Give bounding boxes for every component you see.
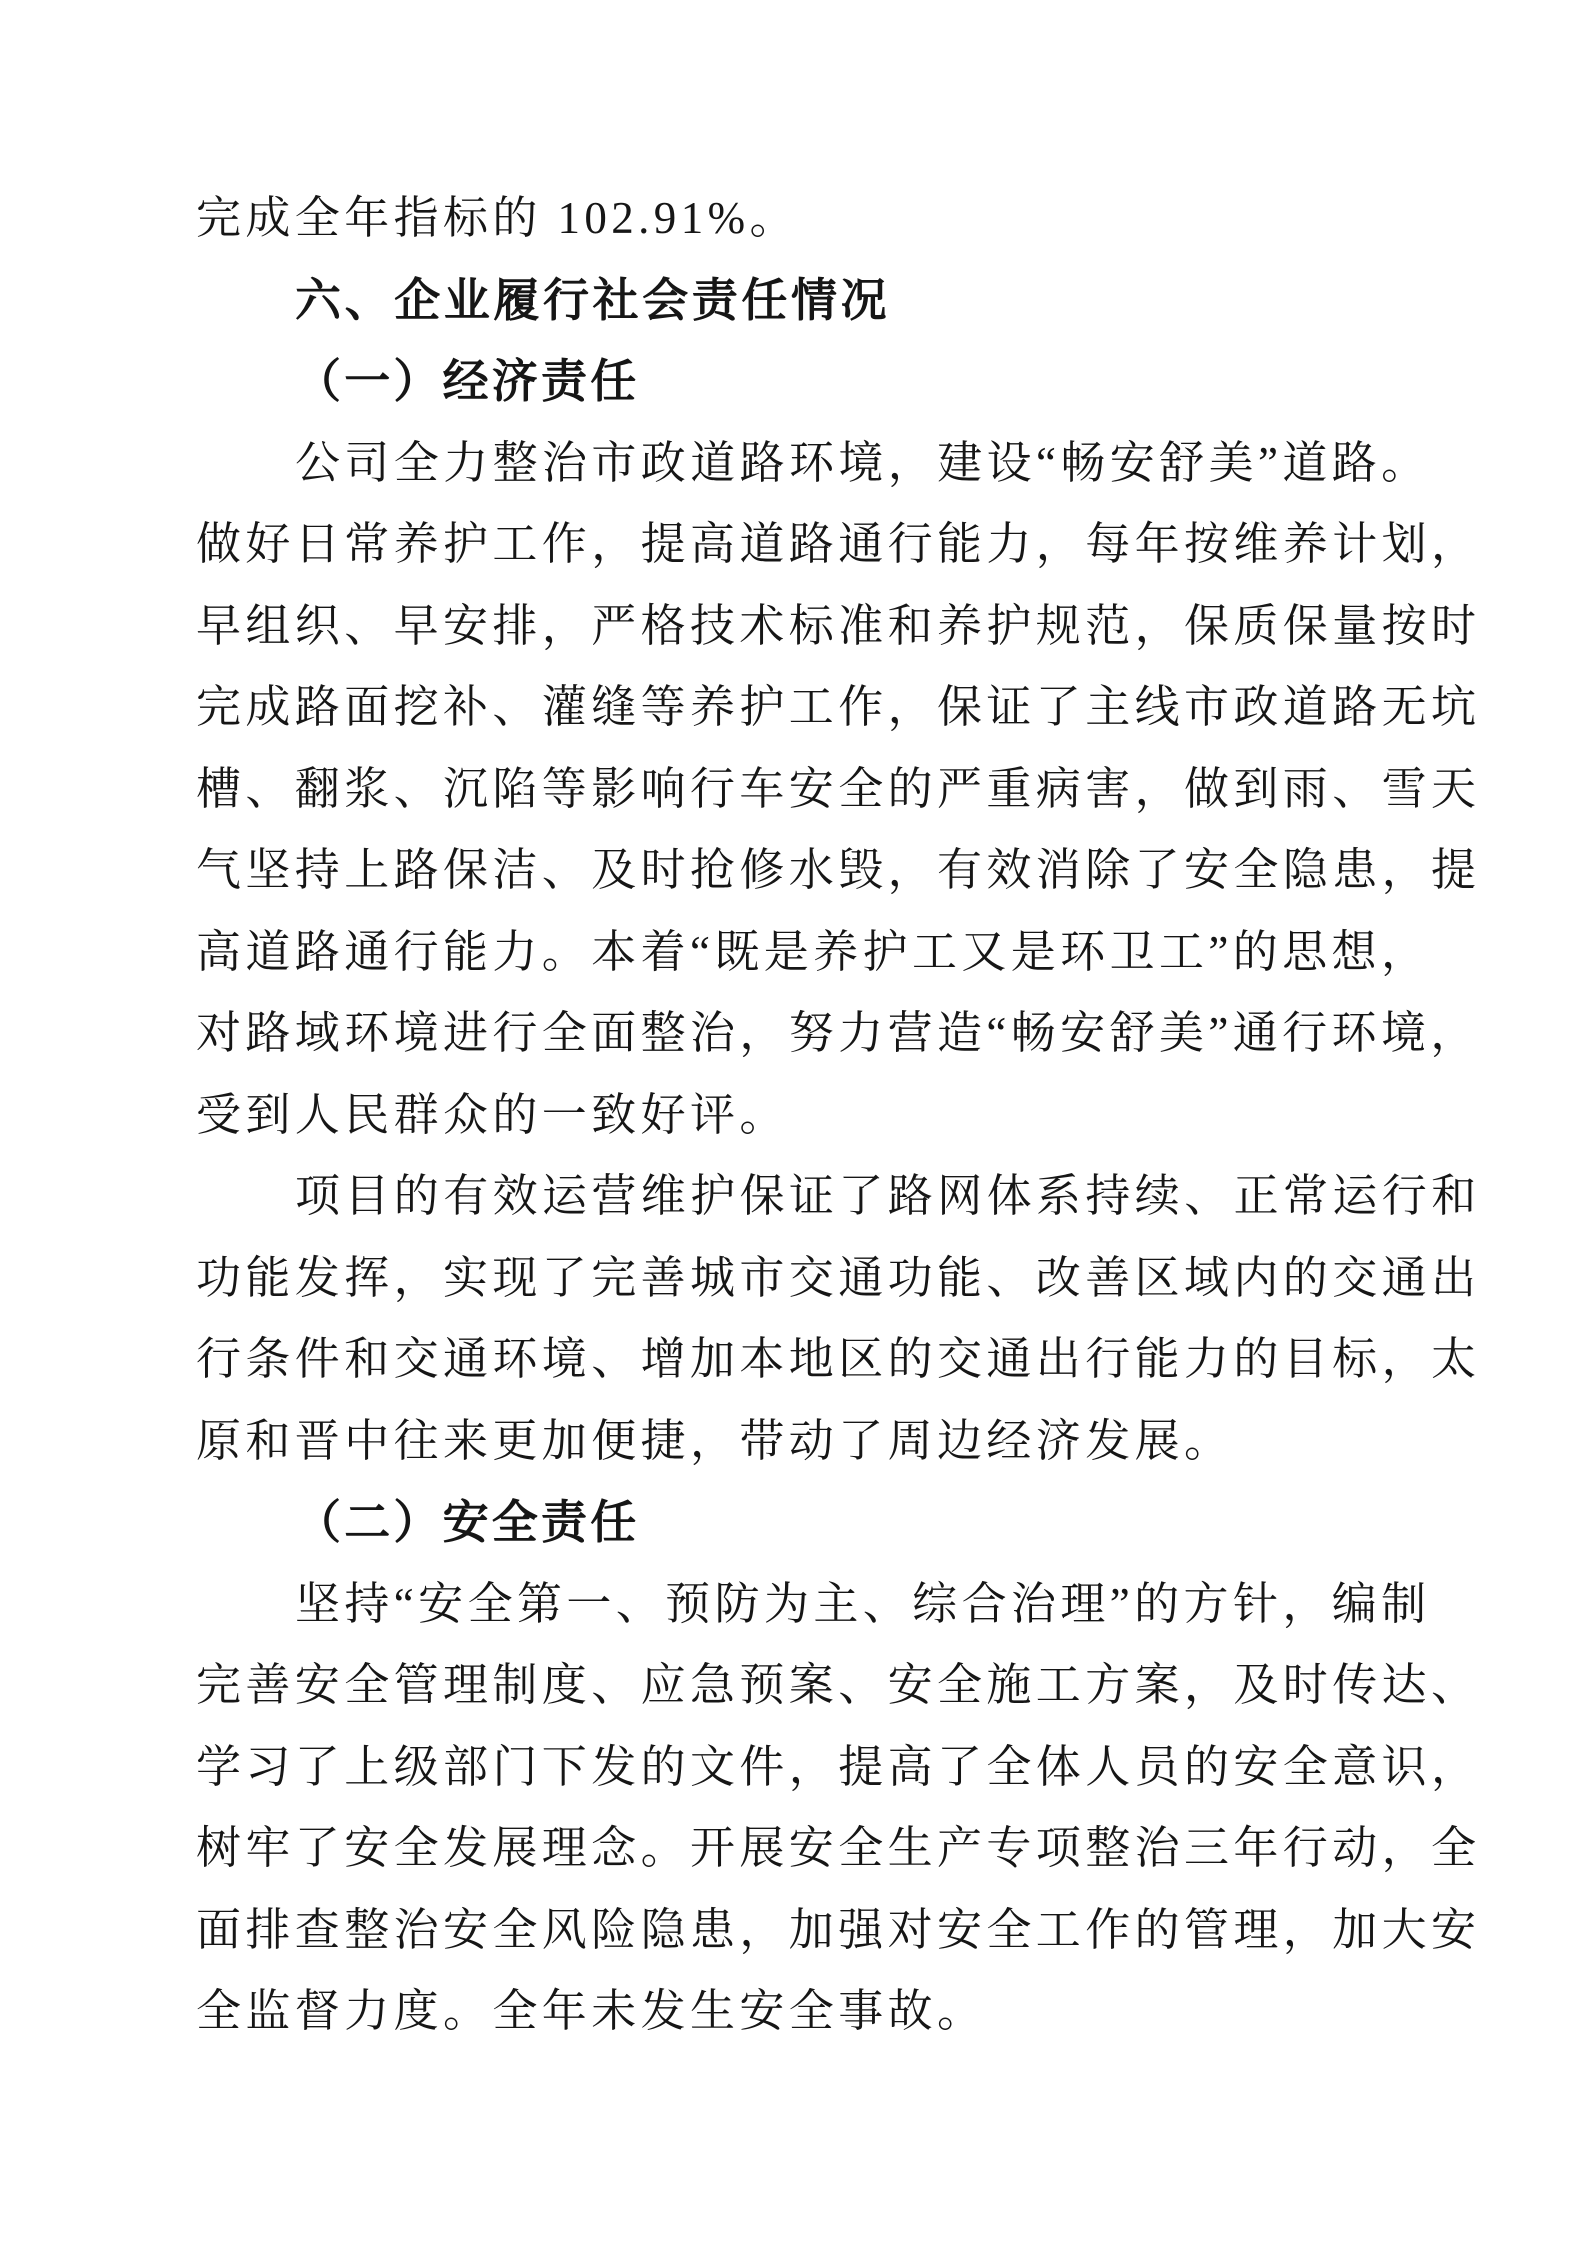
paragraph-line: 项目的有效运营维护保证了路网体系持续、正常运行和 xyxy=(295,1171,1481,1221)
paragraph-line: 早组织、早安排，严格技术标准和养护规范，保质保量按时 xyxy=(196,600,1481,651)
paragraph-economic-2 xyxy=(196,1156,1488,1482)
document-content xyxy=(196,178,1488,2053)
paragraph-line: 高道路通行能力。本着“既是养护工又是环卫工”的思想， xyxy=(196,926,1431,977)
paragraph-line: 气坚持上路保洁、及时抢修水毁，有效消除了安全隐患，提 xyxy=(196,845,1481,895)
paragraph-line: 全监督力度。全年未发生安全事故。 xyxy=(196,1986,987,2036)
paragraph-line: 原和晋中往来更加便捷，带动了周边经济发展。 xyxy=(196,1415,1234,1466)
subsection-heading-safety xyxy=(196,1482,1488,1564)
paragraph-line: 做好日常养护工作，提高道路通行能力，每年按维养计划， xyxy=(196,519,1481,569)
paragraph-line: 行条件和交通环境、增加本地区的交通出行能力的目标，太 xyxy=(196,1334,1481,1384)
heading1-text: 六、企业履行社会责任情况 xyxy=(295,273,891,326)
paragraph-line: 功能发挥，实现了完善城市交通功能、改善区域内的交通出 xyxy=(196,1252,1481,1303)
paragraph-line: 完善安全管理制度、应急预案、安全施工方案，及时传达、 xyxy=(196,1660,1481,1710)
paragraph-line: 完成全年指标的 102.91%。 xyxy=(196,193,799,243)
paragraph-line: 面排查整治安全风险隐患，加强对安全工作的管理，加大安 xyxy=(196,1904,1481,1955)
subsection-heading-economic xyxy=(196,341,1488,423)
heading2-text: （一）经济责任 xyxy=(295,356,640,407)
heading2-text: （二）安全责任 xyxy=(295,1497,640,1548)
paragraph-line: 坚持“安全第一、预防为主、综合治理”的方针，编制 xyxy=(295,1578,1431,1629)
section-heading xyxy=(196,260,1488,342)
paragraph-safety-1 xyxy=(196,1564,1488,2053)
paragraph-economic-1 xyxy=(196,423,1488,1157)
paragraph-line: 槽、翻浆、沉陷等影响行车安全的严重病害，做到雨、雪天 xyxy=(196,763,1481,814)
paragraph-line: 对路域环境进行全面整治，努力营造“畅安舒美”通行环境， xyxy=(196,1008,1480,1058)
paragraph-line: 学习了上级部门下发的文件，提高了全体人员的安全意识， xyxy=(196,1741,1481,1792)
paragraph-line: 受到人民群众的一致好评。 xyxy=(196,1089,789,1140)
paragraph-line: 公司全力整治市政道路环境，建设“畅安舒美”道路。 xyxy=(295,437,1431,488)
paragraph-continuation xyxy=(196,178,1488,260)
paragraph-line: 完成路面挖补、灌缝等养护工作，保证了主线市政道路无坑 xyxy=(196,682,1481,732)
paragraph-line: 树牢了安全发展理念。开展安全生产专项整治三年行动，全 xyxy=(196,1823,1481,1873)
